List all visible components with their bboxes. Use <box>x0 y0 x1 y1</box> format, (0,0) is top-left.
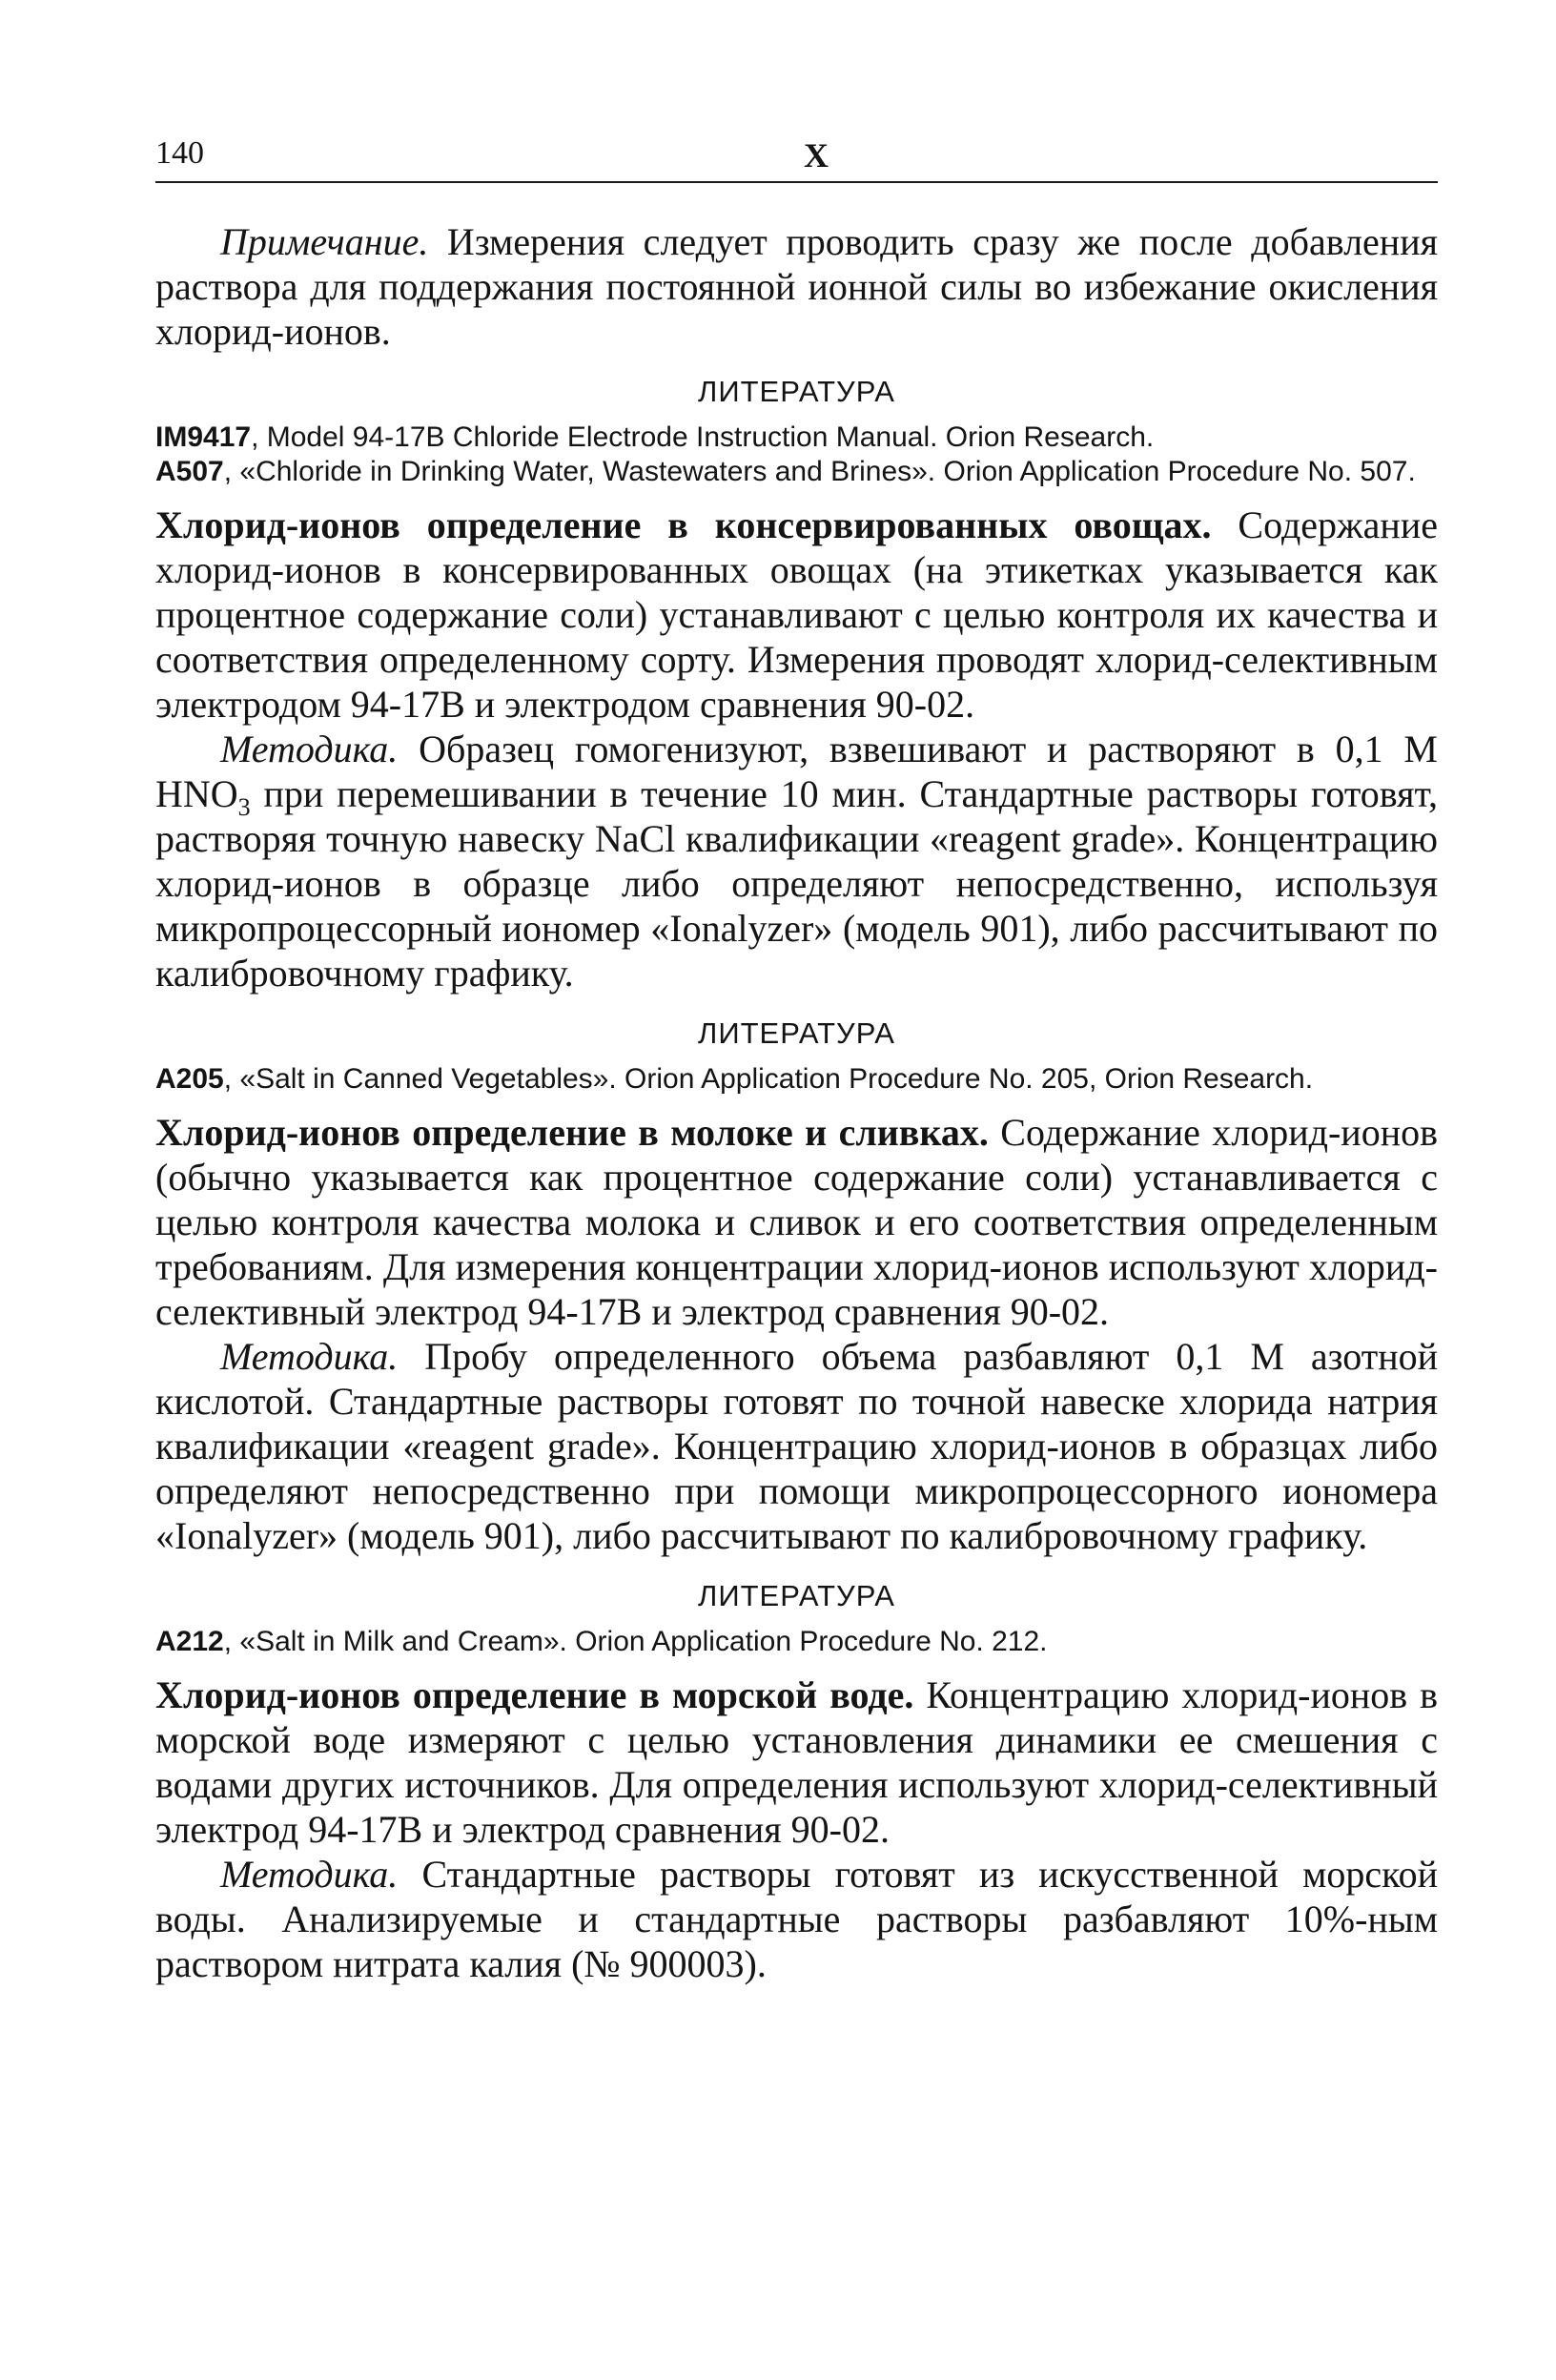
section-title: Хлорид-ионов определение в молоке и сливках. <box>155 1111 989 1154</box>
running-head: X <box>804 136 829 174</box>
reference-code: A205 <box>155 1063 224 1095</box>
note-label: Примечание. <box>220 220 429 263</box>
section-title: Хлорид-ионов определение в морской воде. <box>155 1673 914 1716</box>
section-paragraph <box>155 1110 1438 1334</box>
method-label: Методика. <box>220 728 399 770</box>
reference-code: A212 <box>155 1626 224 1657</box>
reference-code: A507 <box>155 456 224 487</box>
method-paragraph <box>155 1334 1438 1558</box>
method-paragraph <box>155 727 1438 995</box>
reference-item <box>155 1062 1438 1097</box>
page-content <box>155 219 1438 1986</box>
section-text: Концентрацию хлорид-ионов в морской воде измеряют с целью установления динамики ее смешения с водами других источников. Для определения используют хлорид-селективный электрод 94-17B и электрод сравнения 90-02. <box>155 1673 1438 1851</box>
reference-text: , Model 94-17B Chloride Electrode Instruction Manual. Orion Research. <box>251 421 1155 453</box>
subscript: 3 <box>237 793 251 821</box>
reference-text: , «Salt in Canned Vegetables». Orion Application Procedure No. 205, Orion Research. <box>223 1063 1314 1095</box>
method-label: Методика. <box>220 1335 399 1378</box>
section-seawater <box>155 1672 1438 1986</box>
section-paragraph <box>155 503 1438 727</box>
reference-item <box>155 421 1438 455</box>
reference-text: , «Salt in Milk and Cream». Orion Application Procedure No. 212. <box>223 1626 1048 1657</box>
method-text: Пробу определенного объема разбавляют 0,1 М азотной кислотой. Стандартные растворы готовят по точной навеске хлорида натрия квалификации «reagent grade». Концентрацию хлорид-ионов в образцах либо определяют непосредственно при помощи микропроцессорного иономера «Ionalyzer» (модель 901), либо рассчитывают по калибровочному графику. <box>155 1335 1438 1557</box>
method-paragraph <box>155 1852 1438 1986</box>
section-milk-cream <box>155 1110 1438 1558</box>
page-header <box>155 133 1438 183</box>
reference-text: , «Chloride in Drinking Water, Wastewaters and Brines». Orion Application Procedure No. 507. <box>223 456 1416 487</box>
section-canned-vegetables <box>155 503 1438 995</box>
note-text: Измерения следует проводить сразу же после добавления раствора для поддержания постоянной ионной силы во избежание окисления хлорид-ионов. <box>155 220 1438 353</box>
reference-code: IM9417 <box>155 421 252 453</box>
section-paragraph <box>155 1672 1438 1852</box>
section-title: Хлорид-ионов определение в консервированных овощах. <box>155 503 1212 546</box>
reference-item <box>155 1625 1438 1659</box>
method-text: при перемешивании в течение 10 мин. Стандартные растворы готовят, растворяя точную навеску NaCl квалификации «reagent grade». Концентрацию хлорид-ионов в образце либо определяют непосредственно, используя микропроцессорный иономер «Ionalyzer» (модель 901), либо рассчитывают по калибровочному графику. <box>155 772 1438 995</box>
reference-item <box>155 455 1438 489</box>
note-paragraph <box>155 219 1438 354</box>
method-label: Методика. <box>220 1853 399 1896</box>
method-text: Образец гомогенизуют, взвешивают и растворяют в 0,1 М HNO <box>155 728 1438 815</box>
literature-heading-3: ЛИТЕРАТУРА <box>697 1579 895 1612</box>
section-text: Содержание хлорид-ионов в консервированных овощах (на этикетках указывается как процентное содержание соли) устанавливают с целью контроля их качества и соответствия определенному сорту. Измерения проводят хлорид-селективным электродом 94-17B и электродом сравнения 90-02. <box>155 503 1439 726</box>
literature-heading-1: ЛИТЕРАТУРА <box>697 375 895 408</box>
page-number: 140 <box>155 135 204 171</box>
literature-heading-2: ЛИТЕРАТУРА <box>697 1016 895 1050</box>
method-text: Стандартные растворы готовят из искусственной морской воды. Анализируемые и стандартные растворы разбавляют 10%-ным раствором нитрата калия (№ 900003). <box>155 1853 1438 1985</box>
section-text: Содержание хлорид-ионов (обычно указывается как процентное содержание соли) устанавливается с целью контроля качества молока и сливок и его соответствия определенным требованиям. Для измерения концентрации хлорид-ионов используют хлорид-селективный электрод 94-17B и электрод сравнения 90-02. <box>155 1111 1439 1333</box>
